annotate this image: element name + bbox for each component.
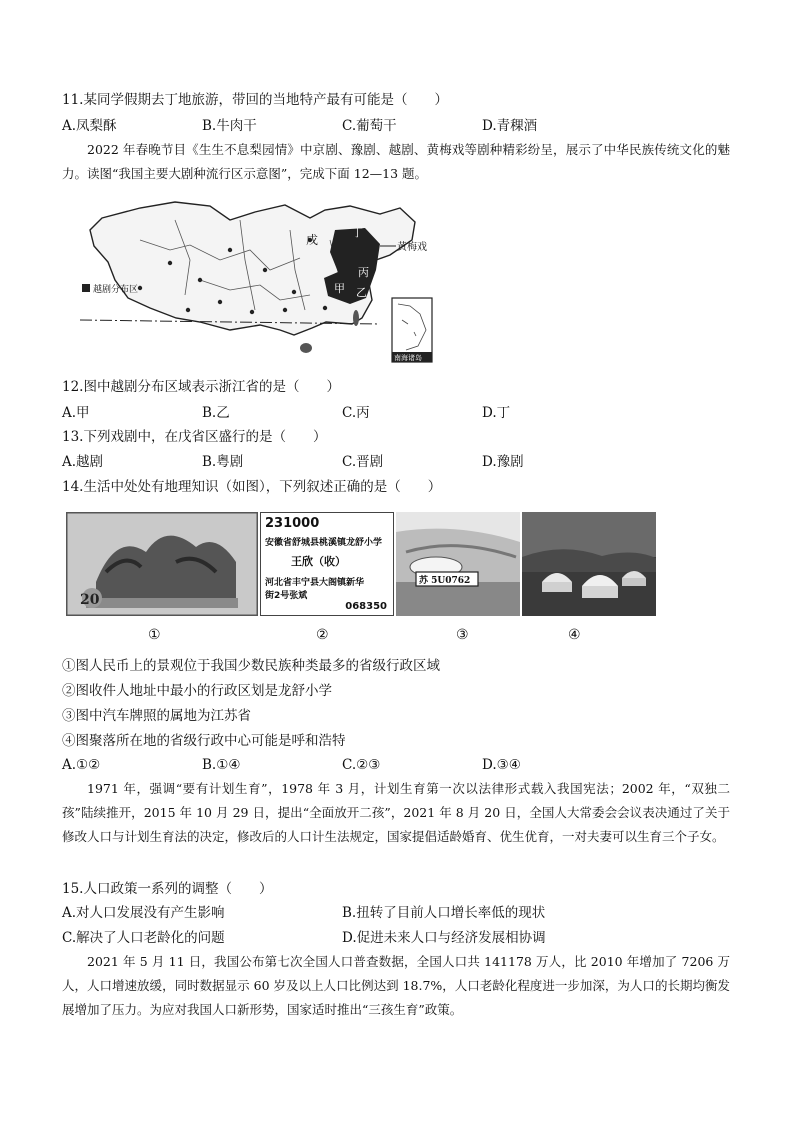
q11-option-c[interactable]: C.葡萄干 [342, 118, 397, 134]
q14-statement-2: ②图收件人地址中最小的行政区划是龙舒小学 [62, 683, 332, 699]
q13-option-d[interactable]: D.豫剧 [482, 454, 524, 470]
question-11-stem: 11.某同学假期去丁地旅游，带回的当地特产最有可能是（ ） [62, 92, 448, 108]
passage-family-planning: 1971 年，强调“要有计划生育”，1978 年 3 月，计划生育第一次以法律形式载入我国宪法；2002 年，“双独二孩”陆续推开，2015 年 10 月 29 日，提出“全面放开二孩”，2021 年 8 月 20 日，全国人大常委会会议表决通过了关于修改人口与计划生育法的决定，修改后的人口计生法规定，国家提倡适龄婚育、优生优育，一对夫妻可以生育三个子女。 [62, 781, 730, 844]
passage-census: 2021 年 5 月 11 日，我国公布第七次全国人口普查数据，全国人口共 141178 万人，比 2010 年增加了 7206 万人，人口增速放缓，同时数据显示 60 岁及以上人口比例达到 18.7%，人口老龄化程度进一步加深，为人口的长期均衡发展增加了压力。为应对我国人口新形势，国家适时推出“三孩生育”政策。 [62, 954, 730, 1017]
map-label-yi: 乙 [356, 286, 367, 299]
envelope-recipient: 王欣（收） [291, 555, 346, 568]
q11-option-d[interactable]: D.青稞酒 [482, 118, 538, 134]
q11-option-a[interactable]: A.凤梨酥 [62, 118, 117, 134]
map-label-huangmeixi: 黄梅戏 [397, 242, 427, 253]
photo-label-3: ③ [456, 627, 469, 643]
q13-option-a[interactable]: A.越剧 [62, 454, 104, 470]
envelope-address: 安徽省舒城县桃溪镇龙舒小学 [265, 538, 383, 548]
question-14-stem: 14.生活中处处有地理知识（如图），下列叙述正确的是（ ） [62, 479, 442, 495]
q15-option-d[interactable]: D.促进未来人口与经济发展相协调 [342, 930, 546, 946]
photo-envelope [260, 512, 394, 616]
photo-label-2: ② [316, 627, 329, 643]
q14-option-a[interactable]: A.①② [62, 757, 101, 773]
photo-banknote [66, 512, 258, 616]
q14-option-d[interactable]: D.③④ [482, 757, 521, 773]
q12-option-d[interactable]: D.丁 [482, 405, 511, 421]
photo-car-plate [396, 512, 520, 616]
envelope-zip: 231000 [265, 516, 320, 531]
opera-map [80, 200, 436, 370]
question-15-stem: 15.人口政策一系列的调整（ ） [62, 881, 273, 897]
q13-option-c[interactable]: C.晋剧 [342, 454, 384, 470]
envelope-sender-line2: 街2号张斌 [265, 591, 308, 601]
map-label-nanhai: 南海诸岛 [394, 354, 422, 362]
q14-statement-4: ④图聚落所在地的省级行政中心可能是呼和浩特 [62, 733, 346, 749]
map-legend-label: 越剧分布区 [93, 285, 139, 295]
q15-option-b[interactable]: B.扭转了目前人口增长率低的现状 [342, 905, 546, 921]
banknote-value: 20 [80, 592, 100, 608]
photo-label-1: ① [148, 627, 161, 643]
envelope-sender-line1: 河北省丰宁县大阁镇新华 [265, 578, 365, 588]
q12-option-b[interactable]: B.乙 [202, 405, 230, 421]
photo-label-4: ④ [568, 627, 581, 643]
q14-option-b[interactable]: B.①④ [202, 757, 241, 773]
question-13-stem: 13.下列戏剧中，在戊省区盛行的是（ ） [62, 429, 327, 445]
question-12-stem: 12.图中越剧分布区域表示浙江省的是（ ） [62, 379, 340, 395]
map-label-ding: 丁 [352, 226, 363, 239]
q15-option-a[interactable]: A.对人口发展没有产生影响 [62, 905, 225, 921]
map-label-jia: 甲 [334, 282, 345, 295]
q11-option-b[interactable]: B.牛肉干 [202, 118, 257, 134]
envelope-sender-zip: 068350 [345, 601, 387, 612]
passage-opera: 2022 年春晚节目《生生不息梨园情》中京剧、豫剧、越剧、黄梅戏等剧种精彩纷呈，展示了中华民族传统文化的魅力。读图“我国主要大剧种流行区示意图”，完成下面 12—13 题。 [62, 142, 730, 181]
map-label-wu: 戊 [306, 233, 319, 247]
q14-option-c[interactable]: C.②③ [342, 757, 381, 773]
q13-option-b[interactable]: B.粤剧 [202, 454, 244, 470]
q14-statement-3: ③图中汽车牌照的属地为江苏省 [62, 708, 251, 724]
q12-option-a[interactable]: A.甲 [62, 405, 90, 421]
q12-option-c[interactable]: C.丙 [342, 405, 370, 421]
q15-option-c[interactable]: C.解决了人口老龄化的问题 [62, 930, 225, 946]
car-plate-text: 苏 5U0762 [419, 576, 471, 586]
map-label-bing: 丙 [358, 266, 369, 279]
photo-yurts [522, 512, 656, 616]
q14-statement-1: ①图人民币上的景观位于我国少数民族种类最多的省级行政区域 [62, 658, 440, 674]
